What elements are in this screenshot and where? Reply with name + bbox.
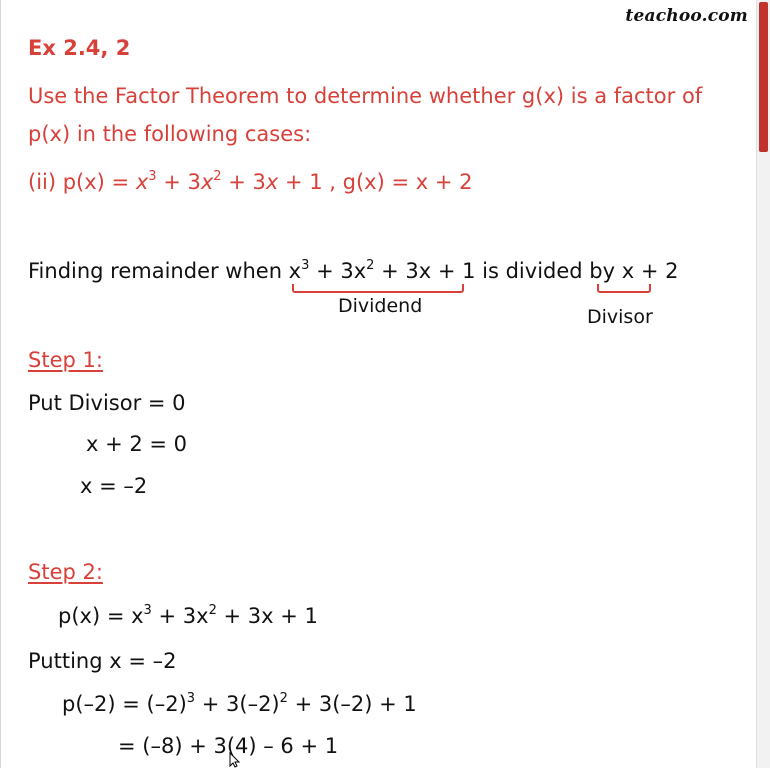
remainder-exp2: 2 <box>366 258 375 273</box>
case-rest: + 1 , g(x) = x + 2 <box>278 170 473 194</box>
case-x2: x <box>200 170 214 194</box>
step1-line3: x = –2 <box>80 474 148 498</box>
step2-eval-b: + 3(–2) <box>195 692 280 716</box>
step1-line1: Put Divisor = 0 <box>28 391 186 415</box>
step2-px-c: + 3x + 1 <box>216 604 318 628</box>
step1-heading: Step 1: <box>28 348 103 372</box>
scrollbar[interactable] <box>756 0 770 768</box>
dividend-bracket <box>292 284 464 293</box>
remainder-exp3: 3 <box>301 258 310 273</box>
step2-eval2: = (–8) + 3(4) – 6 + 1 <box>118 734 339 758</box>
step2-px-a: p(x) = x <box>58 604 144 628</box>
step2-px-exp2: 2 <box>208 603 217 618</box>
dividend-label: Dividend <box>338 295 423 317</box>
step2-putting: Putting x = –2 <box>28 649 177 673</box>
remainder-statement <box>28 258 679 283</box>
teachoo-logo: teachoo.com <box>625 6 748 26</box>
case-plus3: + 3 <box>221 170 266 194</box>
case-x: x <box>135 170 149 194</box>
question-prompt-line1: Use the Factor Theorem to determine whether g(x) is a factor of <box>28 84 703 108</box>
step2-eval-c: + 3(–2) + 1 <box>287 692 417 716</box>
case-exp3: 3 <box>148 169 157 184</box>
divisor-label: Divisor <box>587 306 653 328</box>
mouse-pointer-icon <box>229 752 241 768</box>
case-exp2: 2 <box>213 169 222 184</box>
step2-heading: Step 2: <box>28 560 103 584</box>
step2-eval-exp2: 2 <box>279 691 288 706</box>
step2-px-exp3: 3 <box>143 603 152 618</box>
remainder-c: + 3x + 1 is divided by x + 2 <box>374 259 679 283</box>
case-x1: x <box>265 170 279 194</box>
remainder-b: + 3x <box>309 259 367 283</box>
step2-px-b: + 3x <box>151 604 209 628</box>
step2-eval-exp3: 3 <box>186 691 196 706</box>
question-case <box>28 169 473 194</box>
case-prefix: (ii) p(x) = <box>28 170 136 194</box>
scrollbar-thumb[interactable] <box>759 2 768 152</box>
step2-eval <box>62 691 417 716</box>
case-plus: + 3 <box>156 170 201 194</box>
divisor-bracket <box>597 284 651 293</box>
step1-line2: x + 2 = 0 <box>86 432 188 456</box>
remainder-a: Finding remainder when x <box>28 259 302 283</box>
question-prompt-line2: p(x) in the following cases: <box>28 122 312 146</box>
question-title: Ex 2.4, 2 <box>28 36 131 60</box>
step2-eval-a: p(–2) = (–2) <box>62 692 187 716</box>
step2-px <box>58 603 318 628</box>
